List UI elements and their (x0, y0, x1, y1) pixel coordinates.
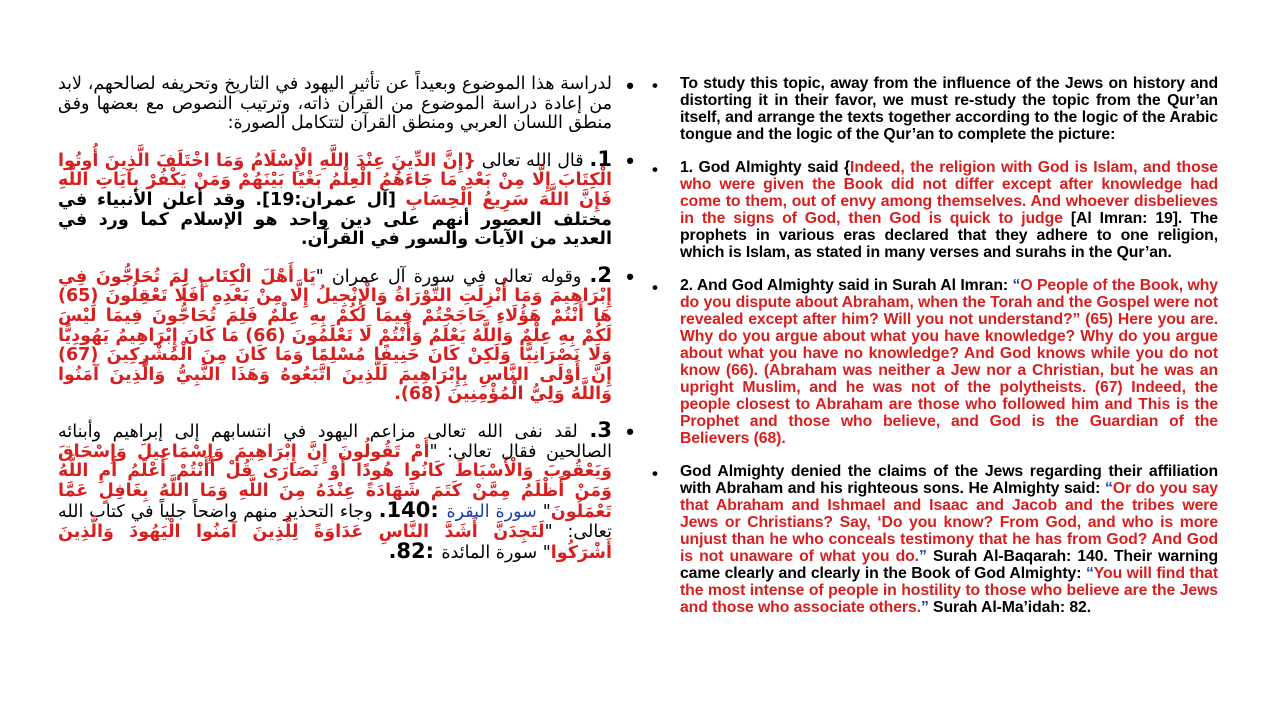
arabic-verse-quote: {إِنَّ الدِّينَ عِنْدَ اللَّهِ الْإِسْلَامُ وَمَا اخْتَلَفَ الَّذِينَ أُوتُوا الْكِتَابَ إِلَّا مِنْ بَعْدِ مَا جَاءَهُمُ الْعِلْمُ بَغْيًا بَيْنَهُمْ وَمَنْ يَكْفُرْ بِآيَاتِ اللَّهِ فَإِنَّ اللَّهَ سَرِيعُ الْحِسَابِ (58, 150, 613, 210)
arabic-verse-quote: يَا أَهْلَ الْكِتَابِ لِمَ تُحَاجُّونَ فِي إِبْرَاهِيمَ وَمَا أُنْزِلَتِ التَّوْرَاةُ وَالْإِنْجِيلُ إِلَّا مِنْ بَعْدِهِ أَفَلَا تَعْقِلُونَ (65) هَا أَنْتُمْ هَؤُلَاءِ حَاجَجْتُمْ فِيمَا لَكُمْ بِهِ عِلْمٌ فَلِمَ تُحَاجُّونَ فِيمَا لَيْسَ لَكُمْ بِهِ عِلْمٌ وَاللَّهُ يَعْلَمُ وَأَنْتُمْ لَا تَعْلَمُونَ (66) مَا كَانَ إِبْرَاهِيمُ يَهُودِيًّا وَلَا نَصْرَانِيًّا وَلَكِنْ كَانَ حَنِيفًا مُسْلِمًا وَمَا كَانَ مِنَ الْمُشْرِكِينَ (67) إِنَّ أَوْلَى النَّاسِ بِإِبْرَاهِيمَ لَلَّذِينَ اتَّبَعُوهُ وَهَذَا النَّبِيُّ وَالَّذِينَ آمَنُوا وَاللَّهُ وَلِيُّ الْمُؤْمِنِينَ (68). (58, 266, 612, 405)
english-surah-reference: Surah Al-Baqarah: 140. Their warning came clearly and clearly in the Book of God Almighty: (680, 548, 1218, 582)
quote-mark: “ (1105, 480, 1113, 497)
arabic-point-2 (58, 262, 634, 405)
bullet-icon: • (652, 278, 658, 297)
quote-mark: ” (919, 548, 927, 565)
arabic-intro-item (58, 73, 634, 134)
quote-mark: “ (1085, 565, 1094, 582)
english-point-1 (652, 159, 1218, 261)
arabic-point-1 (58, 146, 634, 250)
english-point-2-text (680, 277, 1218, 447)
bullet-icon: • (652, 76, 658, 95)
english-point-2 (652, 277, 1218, 447)
verse-number: :140. (378, 498, 447, 523)
english-verse-quote: O People of the Book, why do you dispute about Abraham, when the Torah and the Gospel were not revealed except after him? Will you not understand?” (65) Here you are. Why do you argue about what you have knowledge? Why do you argue about what you have no knowledge? And God knows while you do not know (66). (Abraham was neither a Jew nor a Christian, but he was an upright Muslim, and he was not of the polytheists. (67) Indeed, the people closest to Abraham are those who followed him and This is the Prophet and those who believe, and God is the Guardian of the Believers (68). (680, 277, 1218, 447)
quote-mark: " (536, 502, 551, 523)
english-point-3-text (680, 463, 1218, 616)
point-number: 2. (589, 262, 612, 287)
surah-name: " سورة المائدة (441, 543, 551, 564)
english-point-3 (652, 463, 1218, 616)
english-verse-quote: You will find that the most intense of people in hostility to those who believe are the Jews and those who associate others. (680, 565, 1218, 616)
english-point-3-intro: God Almighty denied the claims of the Jews regarding their affiliation with Abraham and his righteous sons. He Almighty said: (680, 463, 1218, 497)
english-point-1-reference: [Al Imran: 19]. The prophets in various eras declared that they adhere to one religion, which is Islam, as stated in many verses and surahs in the Qur’an. (680, 210, 1218, 261)
english-point-1-intro: 1. God Almighty said { (680, 159, 851, 176)
arabic-column (58, 73, 634, 580)
english-column (652, 75, 1218, 632)
arabic-point-2-intro: وقوله تعالى في سورة آل عمران " (315, 266, 582, 287)
point-number: 3. (589, 417, 612, 442)
bullet-icon: • (652, 464, 658, 483)
verse-number: :82. (388, 539, 442, 564)
surah-name: سورة البقرة (446, 502, 537, 523)
english-intro-text: To study this topic, away from the influence of the Jews on history and distorting it in their favor, we must re-study the topic from the Qur’an itself, and arrange the texts together according to the logic of the Arabic tongue and the logic of the Qur’an to complete the picture: (680, 75, 1218, 143)
quote-mark: ” (920, 599, 929, 616)
english-verse-quote: Or do you say that Abraham and Ishmael and Isaac and Jacob and the tribes were Jews or Christians? Say, ‘Do you know? From God, and who is more unjust than he who conceals testimony that he has from God? And God is not unaware of what you do. (680, 480, 1218, 565)
arabic-point-3-warning: وجاء التحذير منهم واضحاً جلياً في كتاب الله تعالى: " (58, 502, 612, 542)
arabic-point-2-text (58, 262, 612, 405)
english-surah-reference: Surah Al-Ma’idah: 82. (928, 599, 1091, 616)
bullet-icon: • (626, 147, 634, 173)
quote-mark: “ (1012, 277, 1021, 294)
arabic-verse-quote: لَتَجِدَنَّ أَشَدَّ النَّاسِ عَدَاوَةً لِلَّذِينَ آمَنُوا الْيَهُودَ وَالَّذِينَ أَشْرَكُوا (58, 521, 612, 564)
arabic-point-3 (58, 417, 634, 564)
bullet-icon: • (626, 263, 634, 289)
arabic-point-1-intro: قال الله تعالى (476, 150, 584, 171)
english-verse-quote: Indeed, the religion with God is Islam, and those who were given the Book did not differ except after knowledge had come to them, out of envy among themselves. And whoever disbelieves in the signs of God, then God is quick to judge (680, 159, 1218, 227)
point-number: 1. (589, 146, 612, 171)
arabic-point-3-intro: لقد نفى الله تعالى مزاعم اليهود في انتسابهم إلى إبراهيم وأبنائه الصالحين فقال تعالى: " (58, 421, 612, 462)
arabic-verse-quote: أَمْ تَقُولُونَ إِنَّ إِبْرَاهِيمَ وَإِسْمَاعِيلَ وَإِسْحَاقَ وَيَعْقُوبَ وَالْأَسْبَاطَ كَانُوا هُودًا أَوْ نَصَارَى قُلْ أَأَنْتُمْ أَعْلَمُ أَمِ اللَّهُ وَمَنْ أَظْلَمُ مِمَّنْ كَتَمَ شَهَادَةً عِنْدَهُ مِنَ اللَّهِ وَمَا اللَّهُ بِغَافِلٍ عَمَّا تَعْمَلُونَ (58, 441, 612, 523)
arabic-point-1-text (58, 146, 613, 250)
arabic-point-1-reference: [آل عمران:19]. وقد أعلن الأنبياء في مختلف العصور أنهم على دين واحد هو الإسلام كما ورد في العديد من الآيات والسور في القرآن. (58, 189, 612, 250)
arabic-point-3-text (58, 417, 612, 564)
bullet-icon: • (626, 418, 634, 444)
english-point-1-text (680, 159, 1218, 261)
arabic-intro-text: لدراسة هذا الموضوع وبعيداً عن تأثير اليهود في التاريخ وتحريفه لصالحهم، لابد من إعادة دراسة الموضوع من القرآن ذاته، وترتيب النصوص مع بعضها وفق منطق اللسان العربي ومنطق القرآن لتتكامل الصورة: (58, 74, 612, 134)
english-intro-item (652, 75, 1218, 143)
bullet-icon: • (626, 73, 634, 98)
english-point-2-intro: 2. And God Almighty said in Surah Al Imran: (680, 277, 1013, 294)
bullet-icon: • (652, 160, 658, 179)
